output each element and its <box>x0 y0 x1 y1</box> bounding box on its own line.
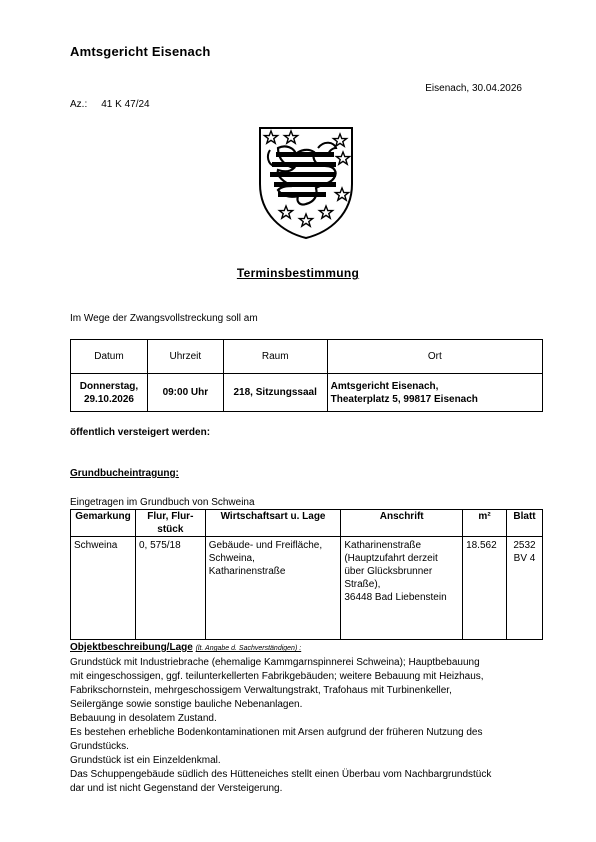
anschrift-line4: Straße), <box>344 579 381 590</box>
file-reference-number: 41 K 47/24 <box>101 99 150 110</box>
object-line: Es bestehen erhebliche Bodenkontaminationen mit Arsen aufgrund der früheren Nutzung des <box>70 727 483 738</box>
object-line: dar und ist nicht Gegenstand der Versteigerung. <box>70 783 283 794</box>
object-heading-main: Objektbeschreibung/Lage <box>70 642 193 653</box>
file-reference <box>70 98 150 111</box>
document-title: Terminsbestimmung <box>236 266 360 280</box>
thuringia-coat-of-arms <box>256 126 356 240</box>
header-datum: Datum <box>71 340 148 374</box>
cell-wirtschaftsart <box>205 537 341 640</box>
cell-flur: 0, 575/18 <box>135 537 205 640</box>
header-raum: Raum <box>223 340 327 374</box>
header-uhrzeit: Uhrzeit <box>147 340 223 374</box>
appointment-date-line1: Donnerstag, <box>79 380 139 392</box>
object-heading <box>70 641 301 654</box>
object-line: mit eingeschossigen, ggf. teilunterkellerten Fabrikgebäuden; weitere Bebauung mit Heizhaus, <box>70 671 484 682</box>
land-register-subheading: Eingetragen im Grundbuch von Schweina <box>70 497 255 508</box>
appointment-place <box>327 374 542 412</box>
object-line: Grundstück ist ein Einzeldenkmal. <box>70 755 221 766</box>
anschrift-line1: Katharinenstraße <box>344 540 422 551</box>
appointment-place-line1: Amtsgericht Eisenach, <box>330 380 439 392</box>
land-register-header-row <box>71 510 543 537</box>
court-name: Amtsgericht Eisenach <box>70 44 211 59</box>
place-date: Eisenach, 30.04.2026 <box>425 83 522 94</box>
land-register-table <box>70 509 543 640</box>
cell-gemarkung: Schweina <box>71 537 136 640</box>
object-line: Das Schuppengebäude südlich des Hütteneiches stellt einen Überbau vom Nachbargrundstück <box>70 769 492 780</box>
cell-anschrift <box>341 537 463 640</box>
wirtschaftsart-line1: Gebäude- und Freifläche, <box>208 540 323 551</box>
appointment-date <box>71 374 148 412</box>
header-blatt: Blatt <box>507 510 543 537</box>
anschrift-line3: über Glücksbrunner <box>344 566 433 577</box>
header-ort: Ort <box>327 340 542 374</box>
anschrift-line5: 36448 Bad Liebenstein <box>344 592 447 603</box>
file-reference-label: Az.: <box>70 99 88 110</box>
cell-area: 18.562 <box>463 537 507 640</box>
land-register-heading: Grundbucheintragung: <box>70 468 179 479</box>
intro-text: Im Wege der Zwangsvollstreckung soll am <box>70 313 258 324</box>
cell-blatt <box>507 537 543 640</box>
header-anschrift: Anschrift <box>341 510 463 537</box>
land-register-row <box>71 537 543 640</box>
header-flur: Flur, Flur-stück <box>135 510 205 537</box>
appointment-date-line2: 29.10.2026 <box>83 393 134 405</box>
blatt-line1: 2532 <box>513 540 536 551</box>
header-wirtschaftsart: Wirtschaftsart u. Lage <box>205 510 341 537</box>
blatt-line2: BV 4 <box>513 553 536 564</box>
wirtschaftsart-line2: Schweina, <box>208 553 255 564</box>
object-line: Bebauung in desolatem Zustand. <box>70 713 217 724</box>
appointment-table <box>70 339 543 412</box>
object-heading-note: (lt. Angabe d. Sachverständigen) : <box>195 645 302 652</box>
anschrift-line2: (Hauptzufahrt derzeit <box>344 553 438 564</box>
appointment-row <box>71 374 543 412</box>
object-line: Grundstücks. <box>70 741 129 752</box>
header-gemarkung: Gemarkung <box>71 510 136 537</box>
appointment-time: 09:00 Uhr <box>147 374 223 412</box>
object-line: Seilergänge sowie sonstige bauliche Nebenanlagen. <box>70 699 303 710</box>
appointment-header-row <box>71 340 543 374</box>
auction-note: öffentlich versteigert werden: <box>70 427 211 438</box>
header-area: m² <box>463 510 507 537</box>
object-description <box>70 656 540 796</box>
wirtschaftsart-line3: Katharinenstraße <box>208 566 286 577</box>
object-line: Fabrikschornstein, mehrgeschossigem Verwaltungstrakt, Trafohaus mit Turbinenkeller, <box>70 685 452 696</box>
appointment-place-line2: Theaterplatz 5, 99817 Eisenach <box>330 393 478 405</box>
object-line: Grundstück mit Industriebrache (ehemalige Kammgarnspinnerei Schweina); Hauptbebauung <box>70 657 480 668</box>
appointment-room: 218, Sitzungssaal <box>223 374 327 412</box>
